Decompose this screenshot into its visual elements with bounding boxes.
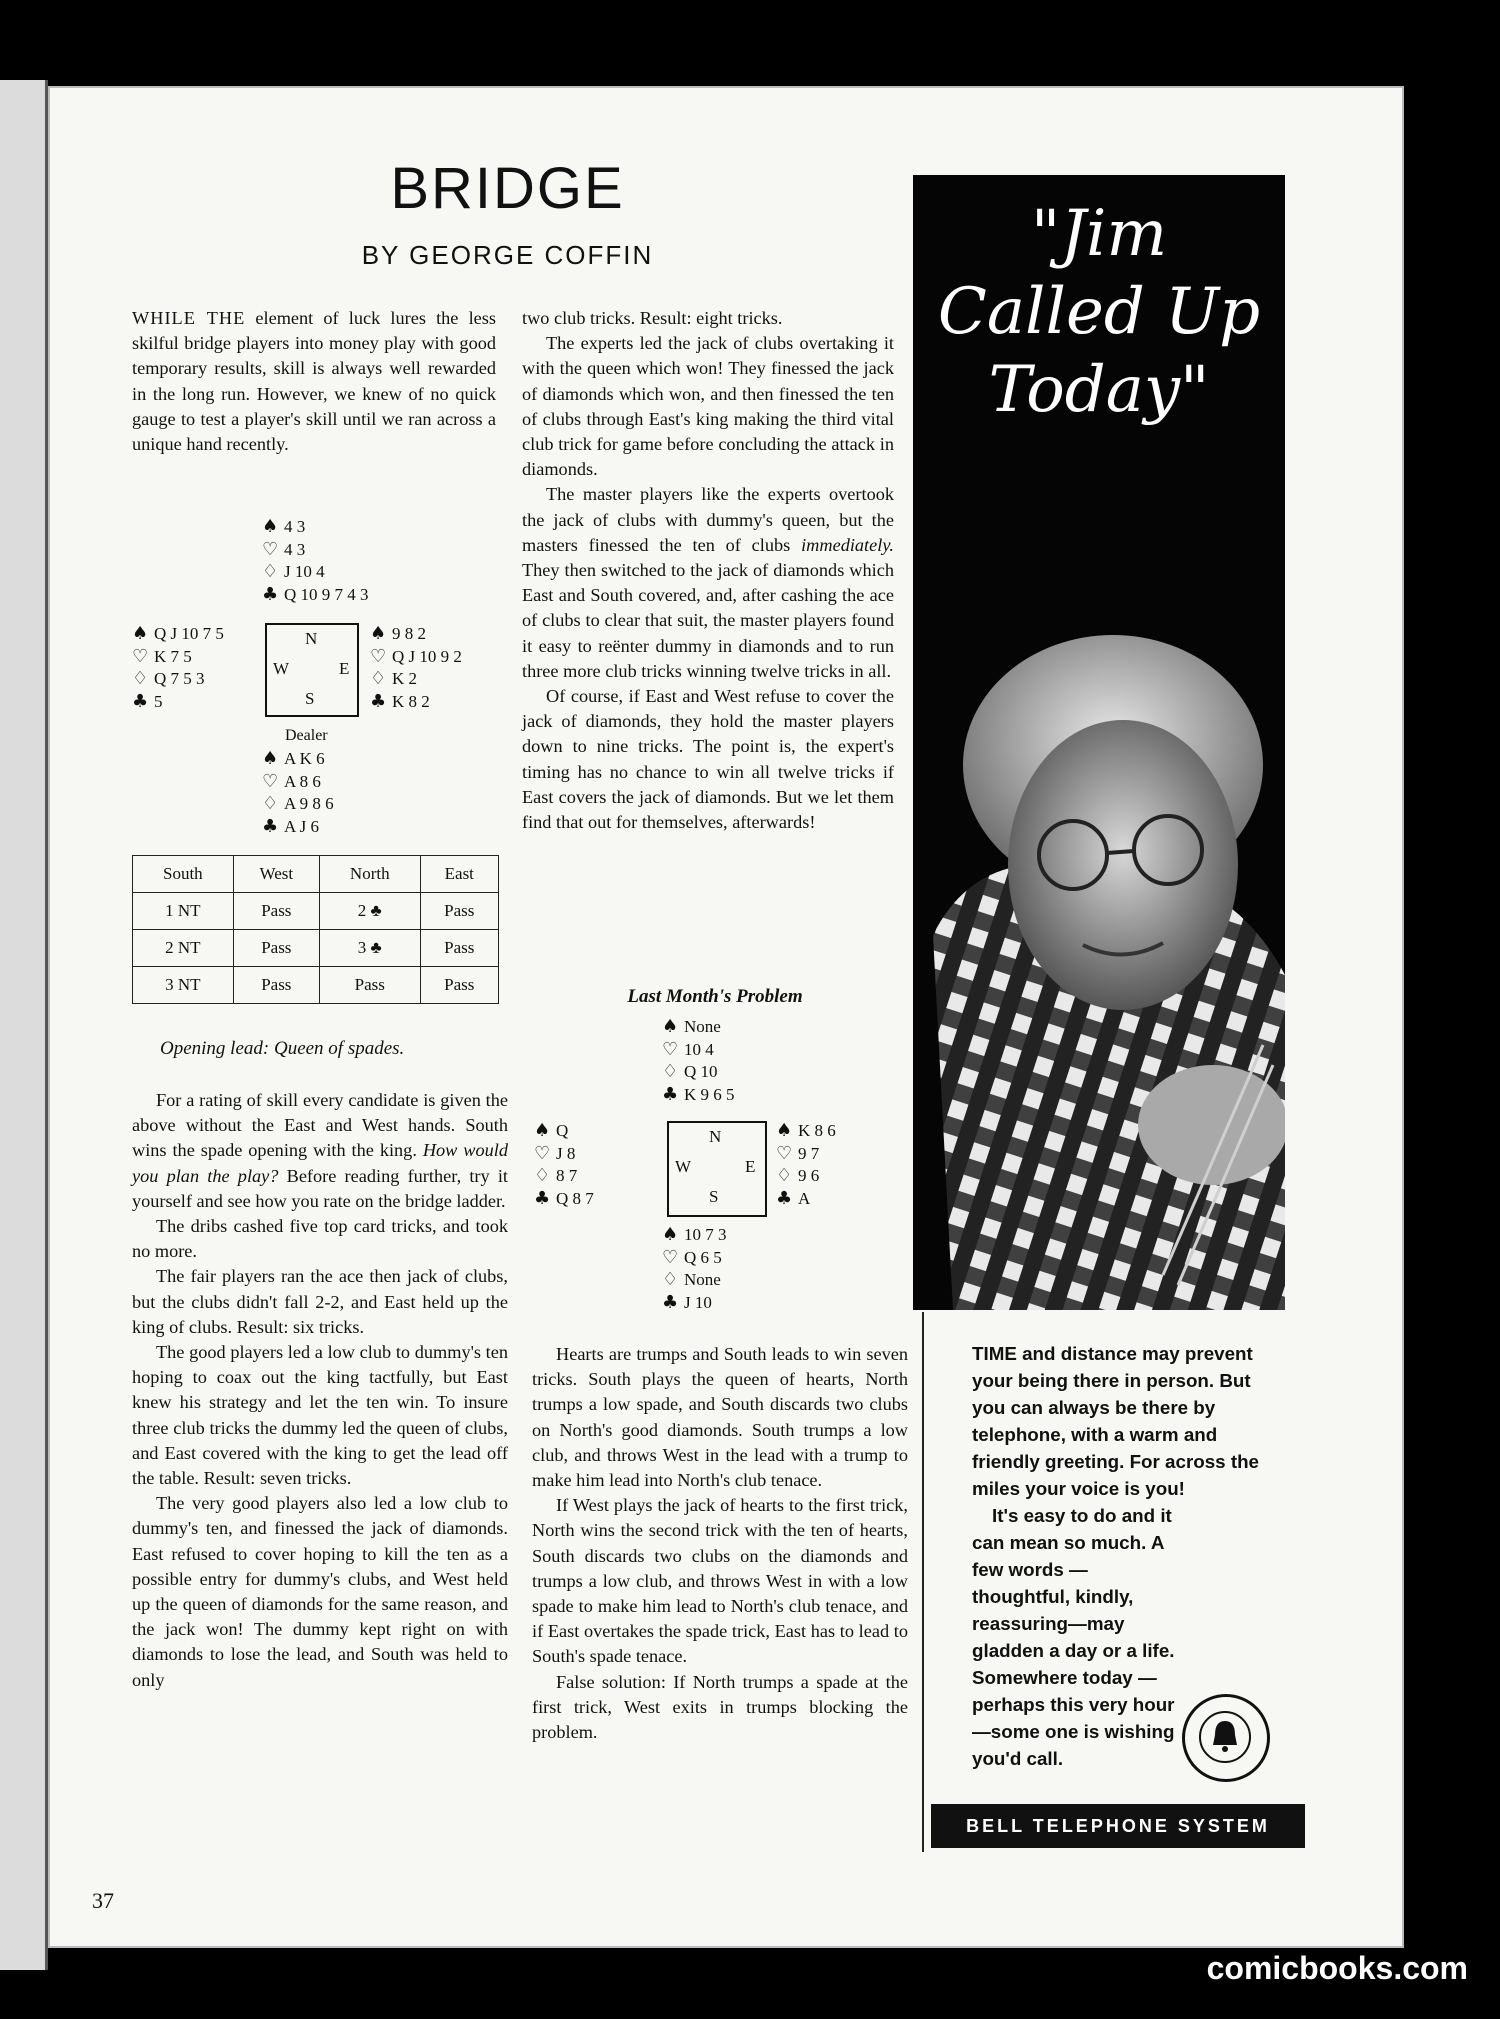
- heart-icon: ♡: [262, 770, 279, 792]
- hand2-south: ♠ 10 7 3 ♡ Q 6 5 ♢ None ♣ J 10: [662, 1224, 727, 1313]
- table-row: 1 NT Pass 2 ♣ Pass: [133, 893, 499, 930]
- article-byline: BY GEORGE COFFIN: [361, 240, 654, 270]
- woman-knitting-photo: [913, 175, 1285, 1310]
- heart-icon: ♡: [776, 1142, 793, 1164]
- club-icon: ♣: [370, 690, 387, 712]
- hand2-east: ♠ K 8 6 ♡ 9 7 ♢ 9 6 ♣ A: [776, 1120, 836, 1209]
- ad-paragraph: It's easy to do and it can mean so much. A few words —thoughtful, kindly, reassuring—may gladden a day or a life. Somewhere today —perhaps this very hour—some one is wishing you'd call.: [972, 1505, 1175, 1769]
- intro-lead-in: WHILE THE: [132, 308, 246, 328]
- paragraph: The dribs cashed five top card tricks, and took no more.: [132, 1216, 508, 1262]
- paragraph: If West plays the jack of hearts to the first trick, North wins the second trick with the ten of hearts, South discards two clubs on the diamonds and trumps a low club, and throws West in with a low spade to make him lead to North's club tenace, and if East overtakes the spade trick, East has to lead to South's spade tenace.: [532, 1495, 908, 1667]
- club-icon: ♣: [534, 1187, 551, 1209]
- table-header-row: South West North East: [133, 856, 499, 893]
- page-number: 37: [92, 1888, 114, 1913]
- heart-icon: ♡: [132, 645, 149, 667]
- diamond-icon: ♢: [370, 668, 387, 689]
- heart-icon: ♡: [662, 1246, 679, 1268]
- column-2-body-top: [522, 306, 894, 835]
- hand2-west: ♠ Q ♡ J 8 ♢ 8 7 ♣ Q 8 7: [534, 1120, 594, 1209]
- column-2-body-bottom: [532, 1342, 908, 1745]
- site-watermark: comicbooks.com: [1206, 1950, 1468, 1986]
- paragraph: The very good players also led a low club to dummy's ten, and finessed the jack of diamonds. East refused to cover hoping to kill the ten as a possible entry for dummy's clubs, and West held up the queen of diamonds for the same reason, and the jack won! The dummy kept right on with diamonds to lose the lead, and South was held to only: [132, 1493, 508, 1690]
- table-row: 3 NT Pass Pass Pass: [133, 967, 499, 1004]
- diamond-icon: ♢: [662, 1061, 679, 1082]
- ad-photo: [913, 175, 1285, 1310]
- club-icon: ♣: [662, 1291, 679, 1313]
- paragraph: The master players like the experts overtook the jack of clubs with dummy's queen, but the masters finessed the ten of clubs immediately. They then switched to the jack of diamonds which East and South covered, and, after cashing the ace of clubs to clear that suit, the master players found it easy to reënter dummy in diamonds and to run three more club tricks winning twelve tricks in all.: [522, 484, 894, 681]
- diamond-icon: ♢: [262, 561, 279, 582]
- paragraph: For a rating of skill every candidate is given the above without the East and West hands. South wins the spade opening with the king. How would you plan the play? Before reading further, try it yourself and see how you rate on the bridge ladder.: [132, 1090, 508, 1211]
- heart-icon: ♡: [534, 1142, 551, 1164]
- club-icon: ♣: [132, 690, 149, 712]
- paragraph: Hearts are trumps and South leads to win seven tricks. South plays the queen of hearts, North trumps a low spade, and South discards two clubs on North's good diamonds. South trumps a low club, and throws West in the lead with a trump to make him lead into North's club tenace.: [532, 1344, 908, 1491]
- club-icon: ♣: [262, 815, 279, 837]
- intro-text: element of luck lures the less skilful bridge players into money play with good temporary results, skill is always well rewarded in the long run. However, we knew of no quick gauge to test a player's skill until we ran across a unique hand recently.: [132, 308, 496, 455]
- diamond-icon: ♢: [662, 1269, 679, 1290]
- paragraph: The good players led a low club to dummy's ten hoping to coax out the king tactfully, but East knew his strategy and let the ten win. To insure three club tricks the dummy led the queen of clubs, and East covered with the king to get the lead off the table. Result: seven tricks.: [132, 1342, 508, 1489]
- paragraph: Of course, if East and West refuse to cover the jack of diamonds, they hold the master players down to nine tricks. The point is, the expert's timing has no chance to win all twelve tricks if East covers the jack of diamonds. But we let them find that out for themselves, afterwards!: [522, 686, 894, 833]
- table-row: 2 NT Pass 3 ♣ Pass: [133, 930, 499, 967]
- paragraph: False solution: If North trumps a spade at the first trick, West exits in trumps blocking the problem.: [532, 1671, 908, 1743]
- diamond-icon: ♢: [534, 1165, 551, 1186]
- paragraph: The experts led the jack of clubs overtaking it with the queen which won! They finessed the jack of diamonds which won, and then finessed the ten of clubs through East's king making the third vital club trick for game before concluding the attack in diamonds.: [522, 333, 894, 480]
- spade-icon: ♠: [776, 1120, 793, 1141]
- hand1-west: ♠ Q J 10 7 5 ♡ K 7 5 ♢ Q 7 5 3 ♣ 5: [132, 623, 224, 712]
- hand1-south: ♠ A K 6 ♡ A 8 6 ♢ A 9 8 6 ♣ A J 6: [262, 748, 334, 837]
- ad-headline: "Jim Called Up Today": [937, 197, 1261, 427]
- spade-icon: ♠: [262, 516, 279, 537]
- bidding-table: [132, 855, 499, 1004]
- diamond-icon: ♢: [132, 668, 149, 689]
- opening-lead-caption: Opening lead: Queen of spades.: [160, 1038, 405, 1059]
- club-icon: ♣: [662, 1083, 679, 1105]
- bell-telephone-system-banner: BELL TELEPHONE SYSTEM: [931, 1804, 1305, 1848]
- hand1-compass: N W E S: [265, 623, 359, 717]
- paragraph: two club tricks. Result: eight tricks.: [522, 308, 783, 328]
- ad-divider: [922, 1312, 924, 1852]
- hand2-north: ♠ None ♡ 10 4 ♢ Q 10 ♣ K 9 6 5: [662, 1016, 735, 1105]
- spade-icon: ♠: [534, 1120, 551, 1141]
- spade-icon: ♠: [132, 623, 149, 644]
- hand1-east: ♠ 9 8 2 ♡ Q J 10 9 2 ♢ K 2 ♣ K 8 2: [370, 623, 462, 712]
- column-1-body: [132, 1088, 508, 1693]
- hand2-compass: N W E S: [667, 1121, 767, 1217]
- heart-icon: ♡: [262, 538, 279, 560]
- paragraph: The fair players ran the ace then jack of clubs, but the clubs didn't fall 2-2, and East held up the king of clubs. Result: six tricks.: [132, 1266, 508, 1337]
- article-title: BRIDGE: [390, 156, 625, 221]
- diamond-icon: ♢: [262, 793, 279, 814]
- spade-icon: ♠: [262, 748, 279, 769]
- heart-icon: ♡: [662, 1038, 679, 1060]
- bell-system-seal-icon: [1182, 1694, 1270, 1782]
- dealer-label: Dealer: [285, 727, 328, 744]
- spade-icon: ♠: [662, 1016, 679, 1037]
- intro-paragraph: [132, 306, 496, 457]
- hand1-north: ♠ 4 3 ♡ 4 3 ♢ J 10 4 ♣ Q 10 9 7 4 3: [262, 516, 369, 605]
- club-icon: ♣: [262, 583, 279, 605]
- diamond-icon: ♢: [776, 1165, 793, 1186]
- facing-page-edge: [0, 80, 48, 1970]
- problem-title: Last Month's Problem: [627, 986, 803, 1007]
- ad-paragraph: TIME and distance may prevent your being there in person. But you can always be there by telephone, with a warm and friendly greeting. For across the miles your voice is you!: [972, 1343, 1260, 1499]
- bell-icon: [1199, 1711, 1251, 1763]
- heart-icon: ♡: [370, 645, 387, 667]
- spade-icon: ♠: [370, 623, 387, 644]
- club-icon: ♣: [776, 1187, 793, 1209]
- spade-icon: ♠: [662, 1224, 679, 1245]
